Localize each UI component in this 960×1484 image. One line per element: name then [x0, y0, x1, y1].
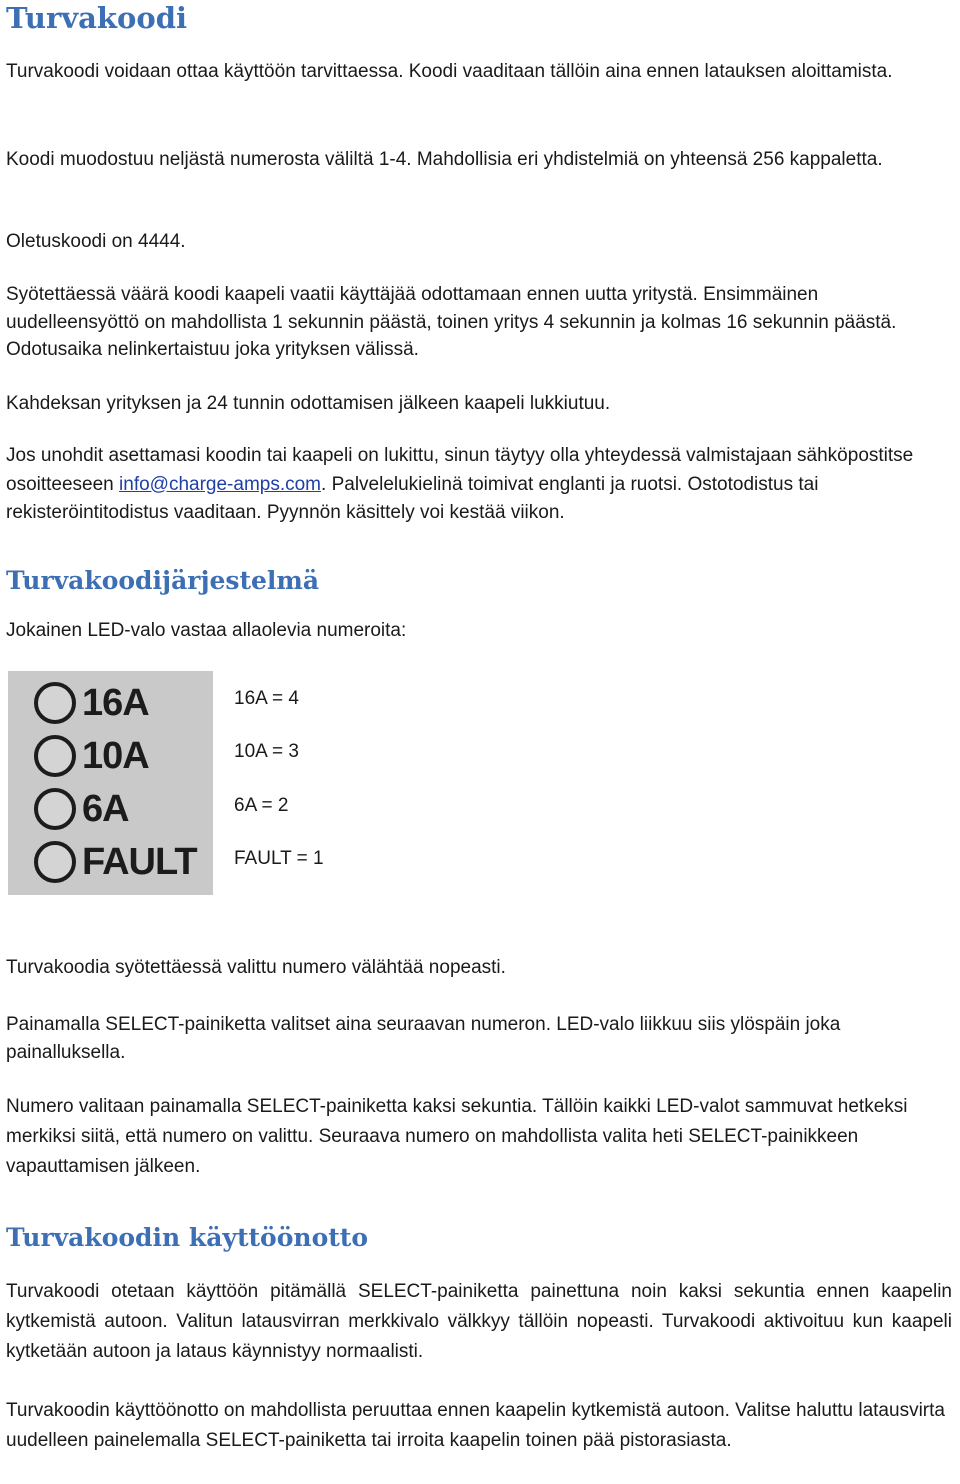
paragraph-select-confirm: Numero valitaan painamalla SELECT-painiketta kaksi sekuntia. Tällöin kaikki LED-valot sammuvat hetkeksi merkiksi siitä, että numero on valittu. Seuraava numero on mahdollista valita heti SELECT-painikkeen vapauttamisen jälkeen.	[6, 1096, 908, 1177]
paragraph-led-intro: Jokainen LED-valo vastaa allaolevia numeroita:	[6, 620, 407, 641]
led-label: 6A	[82, 788, 129, 830]
paragraph-lockout: Kahdeksan yrityksen ja 24 tunnin odottamisen jälkeen kaapeli lukkiutuu.	[6, 393, 611, 414]
legend-16a: 16A = 4	[234, 688, 299, 709]
contact-text-before: Jos unohdit asettamasi koodin tai kaapeli on lukittu, sinun täytyy olla yhteydessä valmistajaan sähköpostitse osoitteeseen	[6, 445, 914, 495]
contact-text-after: . Palvelelukielinä toimivat englanti ja ruotsi. Ostotodistus tai rekisteröintitodistus vaaditaan. Pyynnön käsittely voi kestää viikon.	[6, 473, 819, 523]
led-row-10a	[34, 733, 149, 779]
paragraph-code-format: Koodi muodostuu neljästä numerosta väliltä 1-4. Mahdollisia eri yhdistelmiä on yhteensä 256 kappaletta.	[6, 149, 883, 170]
led-label: 16A	[82, 682, 149, 724]
paragraph-flash: Turvakoodia syötettäessä valittu numero välähtää nopeasti.	[6, 957, 506, 978]
paragraph-contact	[6, 442, 952, 528]
led-indicator-panel	[8, 671, 213, 895]
paragraph-select-next: Painamalla SELECT-painiketta valitset aina seuraavan numeron. LED-valo liikkuu siis ylöspäin joka painalluksella.	[6, 1014, 841, 1063]
paragraph-intro: Turvakoodi voidaan ottaa käyttöön tarvittaessa. Koodi vaaditaan tällöin aina ennen latauksen aloittamista.	[6, 61, 893, 82]
led-label: 10A	[82, 735, 149, 777]
section-title-system: Turvakoodijärjestelmä	[6, 566, 320, 595]
legend-10a: 10A = 3	[234, 741, 299, 762]
led-row-16a	[34, 680, 149, 726]
section-title-turvakoodi: Turvakoodi	[6, 1, 187, 35]
led-row-6a	[34, 786, 129, 832]
paragraph-default-code: Oletuskoodi on 4444.	[6, 231, 186, 252]
paragraph-activation: Turvakoodi otetaan käyttöön pitämällä SELECT-painiketta painettuna noin kaksi sekuntia ennen kaapelin kytkemistä autoon. Valitun latausvirran merkkivalo välkkyy tällöin nopeasti. Turvakoodi aktivoituu kun kaapeli kytketään autoon ja lataus käynnistyy normaalisti.	[6, 1281, 952, 1362]
legend-fault: FAULT = 1	[234, 848, 324, 869]
led-label: FAULT	[82, 841, 197, 883]
paragraph-wrong-code: Syötettäessä väärä koodi kaapeli vaatii käyttäjää odottamaan ennen uutta yritystä. Ensimmäinen uudelleensyöttö on mahdollista 1 sekunnin päästä, toinen yritys 4 sekunnin ja kolmas 16 sekunnin päästä. Odotusaika nelinkertaistuu joka yrityksen välissä.	[6, 284, 897, 360]
led-circle-icon	[34, 735, 76, 777]
section-title-activation: Turvakoodin käyttöönotto	[6, 1223, 369, 1252]
led-circle-icon	[34, 682, 76, 724]
email-link[interactable]: info@charge-amps.com	[119, 473, 322, 495]
paragraph-cancel: Turvakoodin käyttöönotto on mahdollista peruuttaa ennen kaapelin kytkemistä autoon. Valitse haluttu latausvirta uudelleen painelemalla SELECT-painiketta tai irroita kaapelin toinen pää pistorasiasta.	[6, 1400, 945, 1451]
led-row-fault	[34, 839, 197, 885]
led-circle-icon	[34, 788, 76, 830]
legend-6a: 6A = 2	[234, 795, 289, 816]
led-circle-icon	[34, 841, 76, 883]
